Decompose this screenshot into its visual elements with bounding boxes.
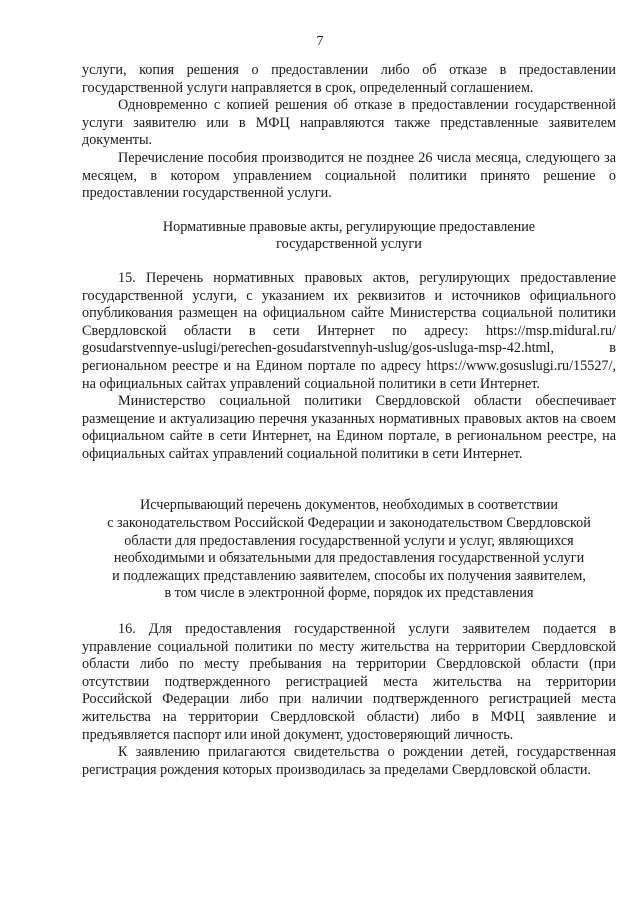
paragraph-benefit-transfer: Перечисление пособия производится не позднее 26 числа месяца, следующего за месяцем, в котором управлением социальной политики принято решение о предоставлении государственной услуги.: [82, 149, 616, 202]
paragraph-refusal-copy: Одновременно с копией решения об отказе в предоставлении государственной услуги заявителю или в МФЦ направляются также представленные заявителем документы.: [82, 97, 616, 149]
heading-line: необходимыми и обязательными для предоставления государственной услуги: [113, 550, 585, 567]
heading-line: в том числе в электронной форме, порядок их представления: [164, 585, 534, 602]
paragraph-16: 16. Для предоставления государственной услуги заявителем подается в управление социальной политики по месту жительства на территории Свердловской области либо по месту пребывания на территории Свердловской области (при отсутствии подтвержденного регистрацией места жительства на территории Российской Федерации либо при наличии подтвержденного регистрацией места жительства на территории Свердловской области) либо в МФЦ заявление и предъявляется паспорт или иной документ, удостоверяющий личность.: [82, 621, 616, 743]
heading-line: Исчерпывающий перечень документов, необходимых в соответствии: [140, 497, 558, 514]
page-number: 7: [316, 34, 324, 49]
heading-line: государственной услуги: [276, 236, 422, 253]
section-heading-normative-acts: [82, 219, 616, 254]
document-body: [82, 62, 616, 779]
section-heading-documents: [82, 497, 616, 603]
heading-line: области для предоставления государственной услуги и услуг, являющихся: [124, 532, 574, 549]
paragraph-15-ministry: Министерство социальной политики Свердловской области обеспечивает размещение и актуализацию перечня указанных нормативных правовых актов на своем официальном сайте в сети Интернет, на Едином портале, в региональном реестре, на официальных сайтах управлений социальной политики в сети Интернет.: [82, 393, 616, 462]
paragraph-continuation: услуги, копия решения о предоставлении либо об отказе в предоставлении государственной услуги направляется в срок, определенный соглашением.: [82, 62, 616, 96]
paragraph-15: 15. Перечень нормативных правовых актов, регулирующих предоставление государственной услуги, с указанием их реквизитов и источников официального опубликования размещен на официальном сайте Министерства социальной политики Свердловской области в сети Интернет по адресу: https://msp.midural.ru/ gosudarstvennye-uslugi/perechen-gosudarstvennyh-uslug/gos-usluga-msp-42.html, в региональном реестре и на Едином портале по адресу https://www.gosuslugi.ru/15527/, на официальных сайтах управлений социальной политики в сети Интернет.: [82, 269, 616, 392]
heading-line: Нормативные правовые акты, регулирующие предоставление: [162, 218, 536, 235]
heading-line: и подлежащих представлению заявителем, способы их получения заявителем,: [112, 567, 586, 584]
heading-line: с законодательством Российской Федерации и законодательством Свердловской: [107, 515, 591, 532]
paragraph-16-attachments: К заявлению прилагаются свидетельства о рождении детей, государственная регистрация рождения которых производилась за пределами Свердловской области.: [82, 744, 616, 778]
